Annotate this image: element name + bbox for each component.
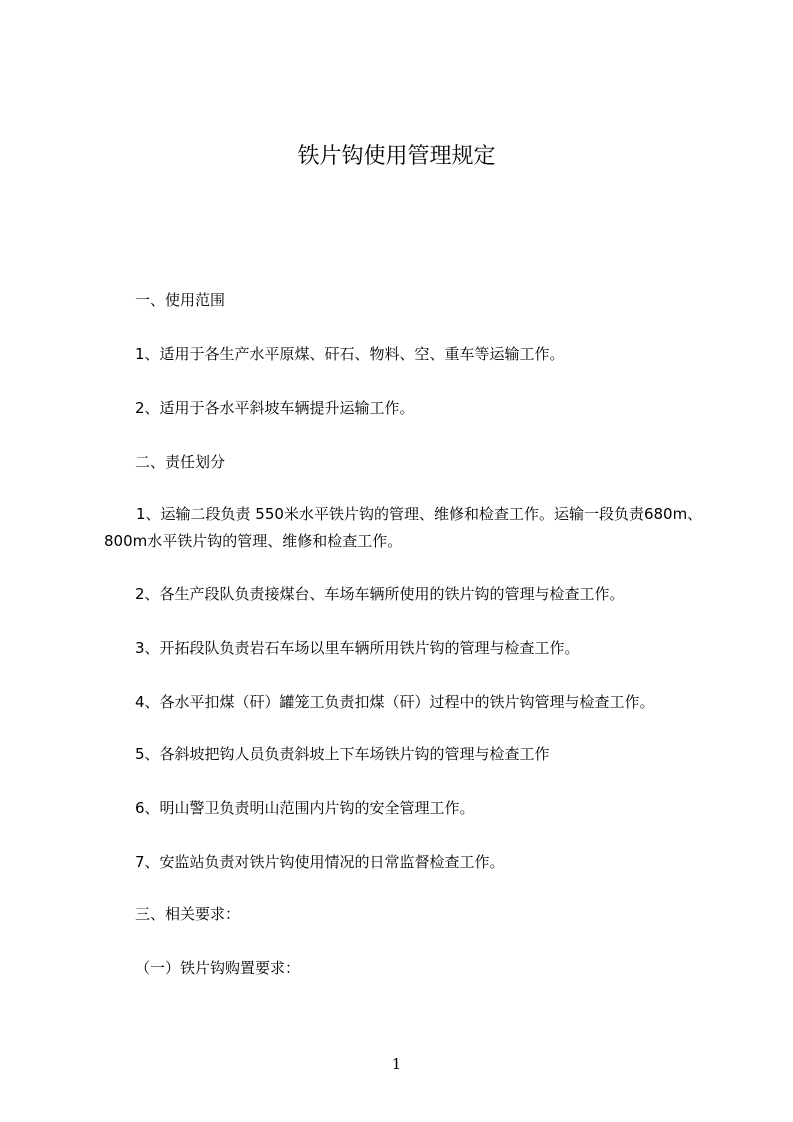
paragraph-responsibility-2: 2、各生产段队负责接煤台、车场车辆所使用的铁片钩的管理与检查工作。 — [135, 585, 625, 603]
page-number: 1 — [391, 1055, 402, 1073]
document-title: 铁片钩使用管理规定 — [297, 144, 496, 169]
section-heading-scope: 一、使用范围 — [135, 291, 226, 309]
paragraph-scope-1: 1、适用于各生产水平原煤、矸石、物料、空、重车等运输工作。 — [135, 345, 565, 363]
paragraph-responsibility-6: 6、明山警卫负责明山范围内片钩的安全管理工作。 — [135, 799, 475, 817]
paragraph-responsibility-7: 7、安监站负责对铁片钩使用情况的日常监督检查工作。 — [135, 853, 505, 871]
paragraph-responsibility-3: 3、开拓段队负责岩石车场以里车辆所用铁片钩的管理与检查工作。 — [135, 639, 580, 657]
paragraph-scope-2: 2、适用于各水平斜坡车辆提升运输工作。 — [135, 399, 415, 417]
section-heading-responsibility: 二、责任划分 — [135, 453, 226, 471]
paragraph-responsibility-5: 5、各斜坡把钩人员负责斜坡上下车场铁片钩的管理与检查工作 — [135, 745, 550, 763]
paragraph-responsibility-4: 4、各水平扣煤（矸）罐笼工负责扣煤（矸）过程中的铁片钩管理与检查工作。 — [135, 693, 655, 711]
section-heading-requirements: 三、相关要求： — [135, 905, 241, 923]
paragraph-responsibility-1: 1、运输二段负责 550米水平铁片钩的管理、维修和检查工作。运输一段负责680m、 800m水平铁片钩的管理、维修和检查工作。 — [104, 505, 703, 550]
subsection-heading-purchase: （一）铁片钩购置要求： — [135, 959, 301, 977]
